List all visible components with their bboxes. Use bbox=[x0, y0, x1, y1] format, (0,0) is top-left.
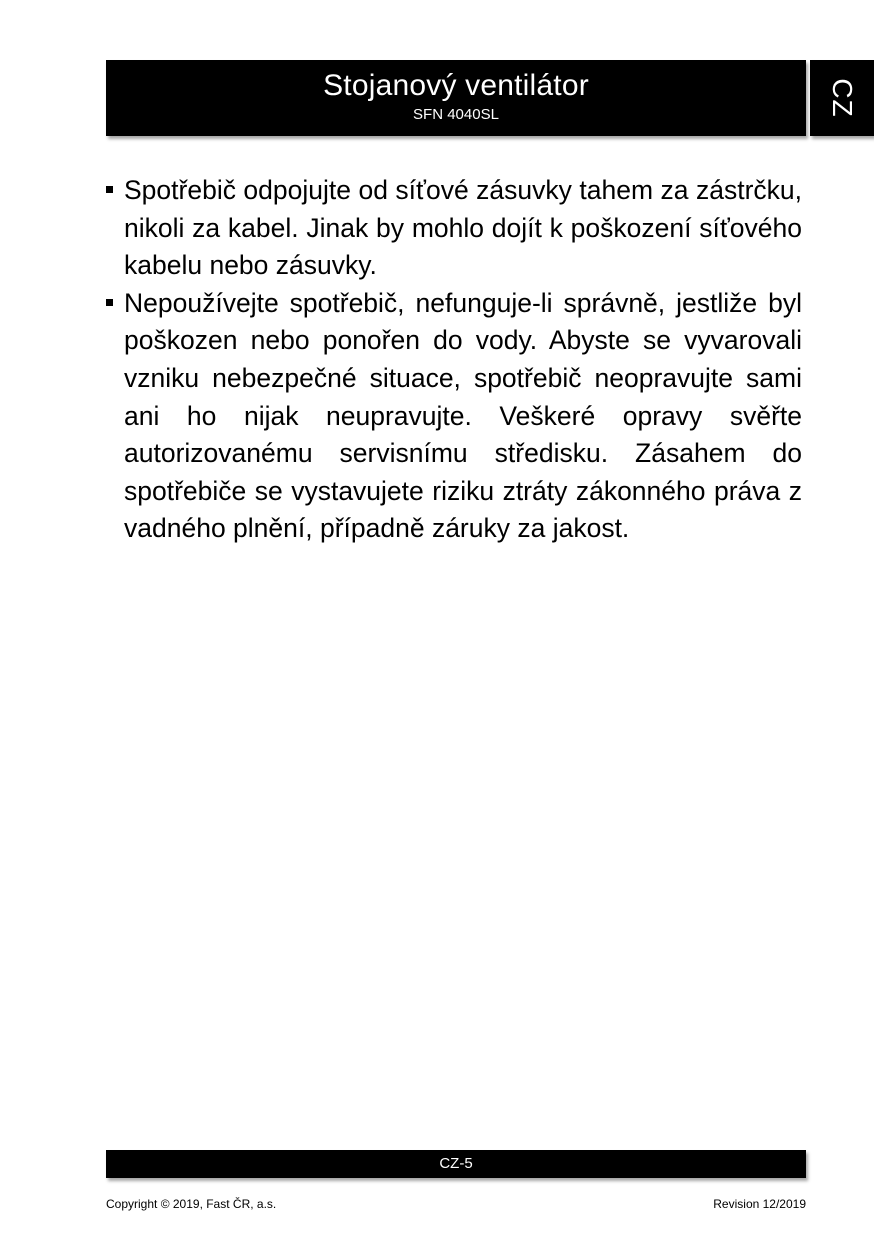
list-item-text: Spotřebič odpojujte od síťové zásuvky tahem za zástrčku, nikoli za kabel. Jinak by mohlo dojít k poškození síťového kabelu nebo zásuvky. bbox=[124, 175, 802, 281]
list-item bbox=[106, 172, 802, 285]
revision-label: Revision 12/2019 bbox=[713, 1197, 806, 1211]
instructions-list bbox=[106, 172, 802, 548]
list-item bbox=[106, 285, 802, 548]
model-number: SFN 4040SL bbox=[413, 106, 499, 123]
footer-bar bbox=[106, 1150, 806, 1178]
language-tab bbox=[810, 60, 874, 136]
page-number: CZ-5 bbox=[439, 1155, 473, 1172]
document-title: Stojanový ventilátor bbox=[323, 69, 589, 102]
bullet-square-icon bbox=[106, 186, 113, 193]
bullet-square-icon bbox=[106, 299, 113, 306]
copyright-notice: Copyright © 2019, Fast ČR, a.s. bbox=[106, 1197, 277, 1211]
language-tab-label: CZ bbox=[827, 78, 858, 118]
list-item-text: Nepoužívejte spotřebič, nefunguje-li správně, jestliže byl poškozen nebo ponořen do vody. Abyste se vyvarovali vzniku nebezpečné situace, spotřebič neopravujte sami ani ho nijak neupravujte. Veškeré opravy svěřte autorizovanému servisnímu středisku. Zásahem do spotřebiče se vystavujete riziku ztráty zákonného práva z vadného plnění, případně záruky za jakost. bbox=[124, 287, 802, 544]
header-bar bbox=[106, 60, 806, 136]
